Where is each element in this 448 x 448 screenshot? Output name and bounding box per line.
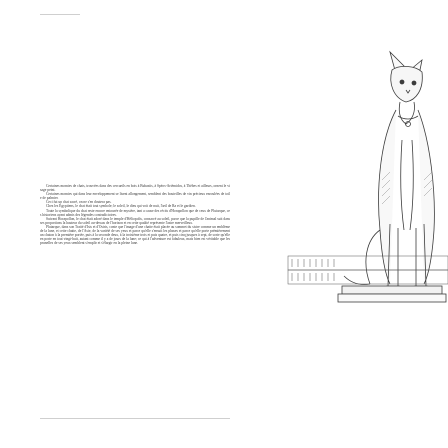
right-page <box>240 0 448 448</box>
paragraph: Suivant Horapollon, le chat était adoré dans le temple d'Héliopolis, consacré au soleil, parce que la pupille de l'animal suit dans ses proportions la hauteur du soleil au-dessus de l'horizon et en cette qualité représente l'astre merveilleux. <box>40 216 230 225</box>
top-rule <box>40 14 80 15</box>
paragraph: Certaines momies de chats, trouvées dans des cercueils en bois à Bubastis, à Spéos-Artémidos, à Thèbes et ailleurs, ornent le visage peint. <box>40 184 230 193</box>
seated-cat-statue-illustration <box>240 0 448 448</box>
paragraph: Certaines momies qui dans leur enveloppement se lisent allongement, semblent des bouteilles de vin précieux enroulées de toile de palmier. <box>40 192 230 201</box>
left-page <box>30 14 234 438</box>
paragraph: Toute la symbolique du chat reste encore entourée de mystère, tant a cause des récits d'Horapollon que de ceux de Plutarque, ces historiens ayant admis des légendes contradictoires. <box>40 208 230 217</box>
paragraph: Ceci fut un chat sacré, on ne s'en doutera pas. <box>46 200 112 205</box>
paragraph: Chez les Égyptiens, le chat était tout symbole; le soleil, le dieu qui voit de nuit, l'œil de Ra et le gardien. <box>46 204 196 209</box>
bottom-rule <box>40 418 230 419</box>
paragraph: Plutarque, dans son Traité d'Isis et d'Osiris, conte que l'image d'une chatte était placée au sommet du sistre comme un emblème de la lune, et cette chatte, de l'Asie, de la variété de ses yeux et parce qu'elle s'ensuit les phases et parce qu'elle porte prémièrement un chaton à la première portée, puis à la seconde deux, à la troisième trois et puis quatre, et puis cinq jusques à sept, de sorte qu'elle en porte en tout vingt-huit, autant comme il y a de jours de la lune; ce qui à l'adventure est fabuleux, mais bien est véritable que les prunelles de ses yeux semblent s'emplir et s'élargir en la pleine lune. <box>40 224 230 246</box>
text-column <box>40 184 230 416</box>
